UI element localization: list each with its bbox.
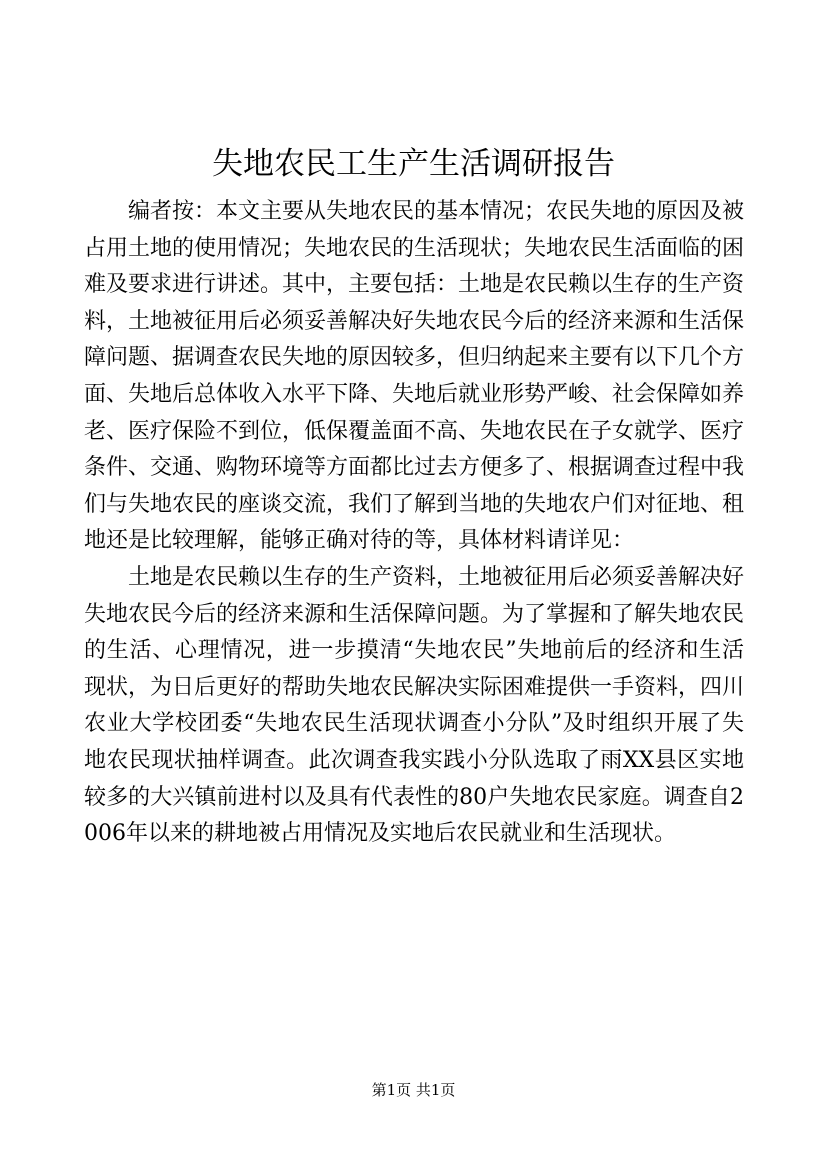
- editor-note-paragraph: 编者按：本文主要从失地农民的基本情况；农民失地的原因及被占用土地的使用情况；失地农民的生活现状；失地农民生活面临的困难及要求进行讲述。其中，主要包括：土地是农民赖以生存的生产资料，土地被征用后必须妥善解决好失地农民今后的经济来源和生活保障问题、据调查农民失地的原因较多，但归纳起来主要有以下几个方面、失地后总体收入水平下降、失地后就业形势严峻、社会保障如养老、医疗保险不到位，低保覆盖面不高、失地农民在子女就学、医疗条件、交通、购物环境等方面都比过去方便多了、根据调查过程中我们与失地农民的座谈交流，我们了解到当地的失地农户们对征地、租地还是比较理解，能够正确对待的等，具体材料请详见：: [84, 199, 745, 554]
- body-paragraph: 土地是农民赖以生存的生产资料，土地被征用后必须妥善解决好失地农民今后的经济来源和生活保障问题。为了掌握和了解失地农民的生活、心理情况，进一步摸清“失地农民”失地前后的经济和生活现状，为日后更好的帮助失地农民解决实际困难提供一手资料，四川农业大学校团委“失地农民生活现状调查小分队”及时组织开展了失地农民现状抽样调查。此次调查我实践小分队选取了雨XX县区实地较多的大兴镇前进村以及具有代表性的80户失地农民家庭。调查自2006年以来的耕地被占用情况及实地后农民就业和生活现状。: [84, 564, 745, 847]
- document-title: 失地农民工生产生活调研报告: [212, 146, 615, 182]
- page-number-footer: 第1页 共1页: [371, 1081, 456, 1099]
- document-body: [84, 194, 744, 853]
